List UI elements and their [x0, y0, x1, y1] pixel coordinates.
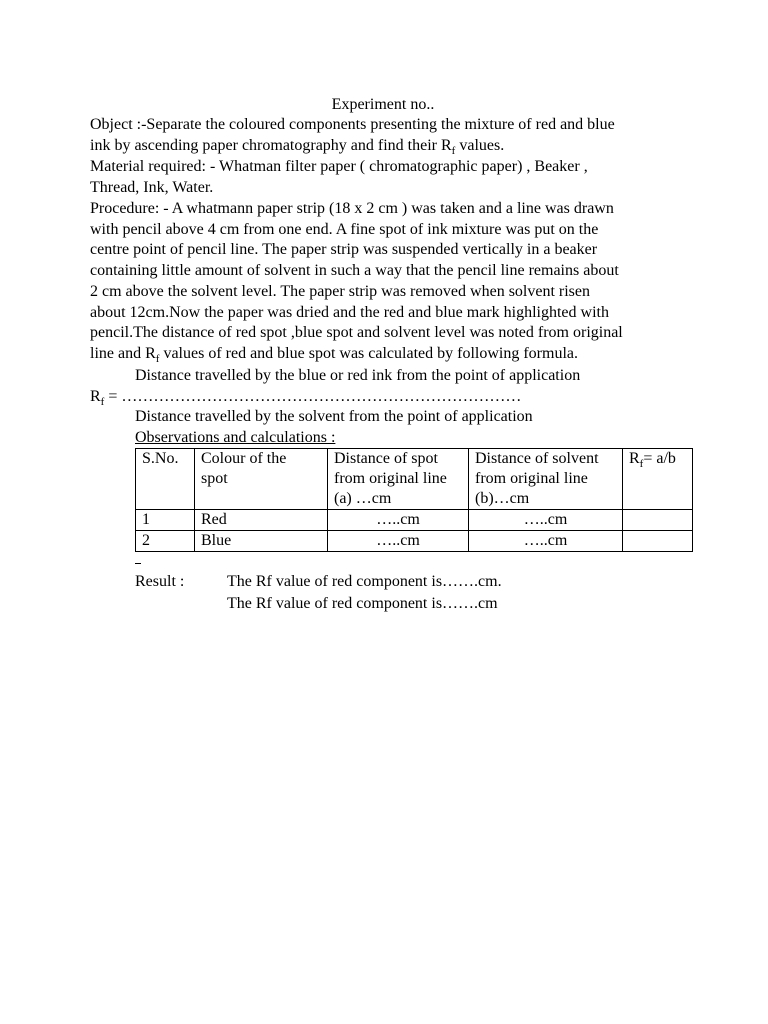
formula-numerator: Distance travelled by the blue or red ink from the point of application	[135, 367, 581, 384]
table-row	[136, 510, 693, 531]
cell-colour: Red	[195, 510, 328, 531]
cell-sno: 2	[136, 531, 195, 552]
formula-lhs: $R_f$ = …………………………………………………………………	[90, 388, 522, 408]
cell-solvent-distance: …..cm	[469, 531, 623, 552]
result-line-1: The Rf value of red component is…….cm.	[227, 573, 502, 590]
procedure-line-1: Procedure: - A whatmann paper strip (18 x 2 cm ) was taken and a line was drawn	[90, 200, 614, 217]
header-colour: Colour of the spot	[195, 449, 328, 510]
result-line-2: The Rf value of red component is…….cm	[227, 595, 498, 612]
header-sno: S.No.	[136, 449, 195, 510]
observations-heading: Observations and calculations :	[135, 429, 336, 446]
material-line-2: Thread, Ink, Water.	[90, 179, 214, 196]
cell-solvent-distance: …..cm	[469, 510, 623, 531]
table-row	[136, 531, 693, 552]
header-distance-solvent: Distance of solvent from original line (b)…cm	[469, 449, 623, 510]
table-header-row	[136, 449, 693, 510]
result-label: Result :	[135, 573, 185, 590]
procedure-line-6: about 12cm.Now the paper was dried and the red and blue mark highlighted with	[90, 304, 609, 321]
cell-rf	[623, 531, 693, 552]
object-line-1: Object :-Separate the coloured components presenting the mixture of red and blue	[90, 116, 615, 133]
material-line-1: Material required: - Whatman filter paper ( chromatographic paper) , Beaker ,	[90, 158, 588, 175]
procedure-line-3: centre point of pencil line. The paper strip was suspended vertically in a beaker	[90, 241, 598, 258]
stray-mark	[135, 563, 141, 564]
cell-spot-distance: …..cm	[328, 510, 469, 531]
cell-spot-distance: …..cm	[328, 531, 469, 552]
object-line-2: ink by ascending paper chromatography and find their $R_f$ values.	[90, 137, 505, 157]
experiment-title: Experiment no..	[331, 96, 435, 113]
header-rf: $R_f= a/b$	[623, 449, 693, 510]
cell-colour: Blue	[195, 531, 328, 552]
formula-denominator: Distance travelled by the solvent from the point of application	[135, 408, 533, 425]
observations-table	[135, 448, 693, 552]
header-distance-spot: Distance of spot from original line (a) …cm	[328, 449, 469, 510]
cell-sno: 1	[136, 510, 195, 531]
procedure-line-8: line and $R_f$ values of red and blue spot was calculated by following formula.	[90, 345, 578, 365]
procedure-line-5: 2 cm above the solvent level. The paper strip was removed when solvent risen	[90, 283, 591, 300]
procedure-line-2: with pencil above 4 cm from one end. A fine spot of ink mixture was put on the	[90, 221, 599, 238]
procedure-line-7: pencil.The distance of red spot ,blue spot and solvent level was noted from original	[90, 324, 623, 341]
procedure-line-4: containing little amount of solvent in such a way that the pencil line remains about	[90, 262, 619, 279]
cell-rf	[623, 510, 693, 531]
